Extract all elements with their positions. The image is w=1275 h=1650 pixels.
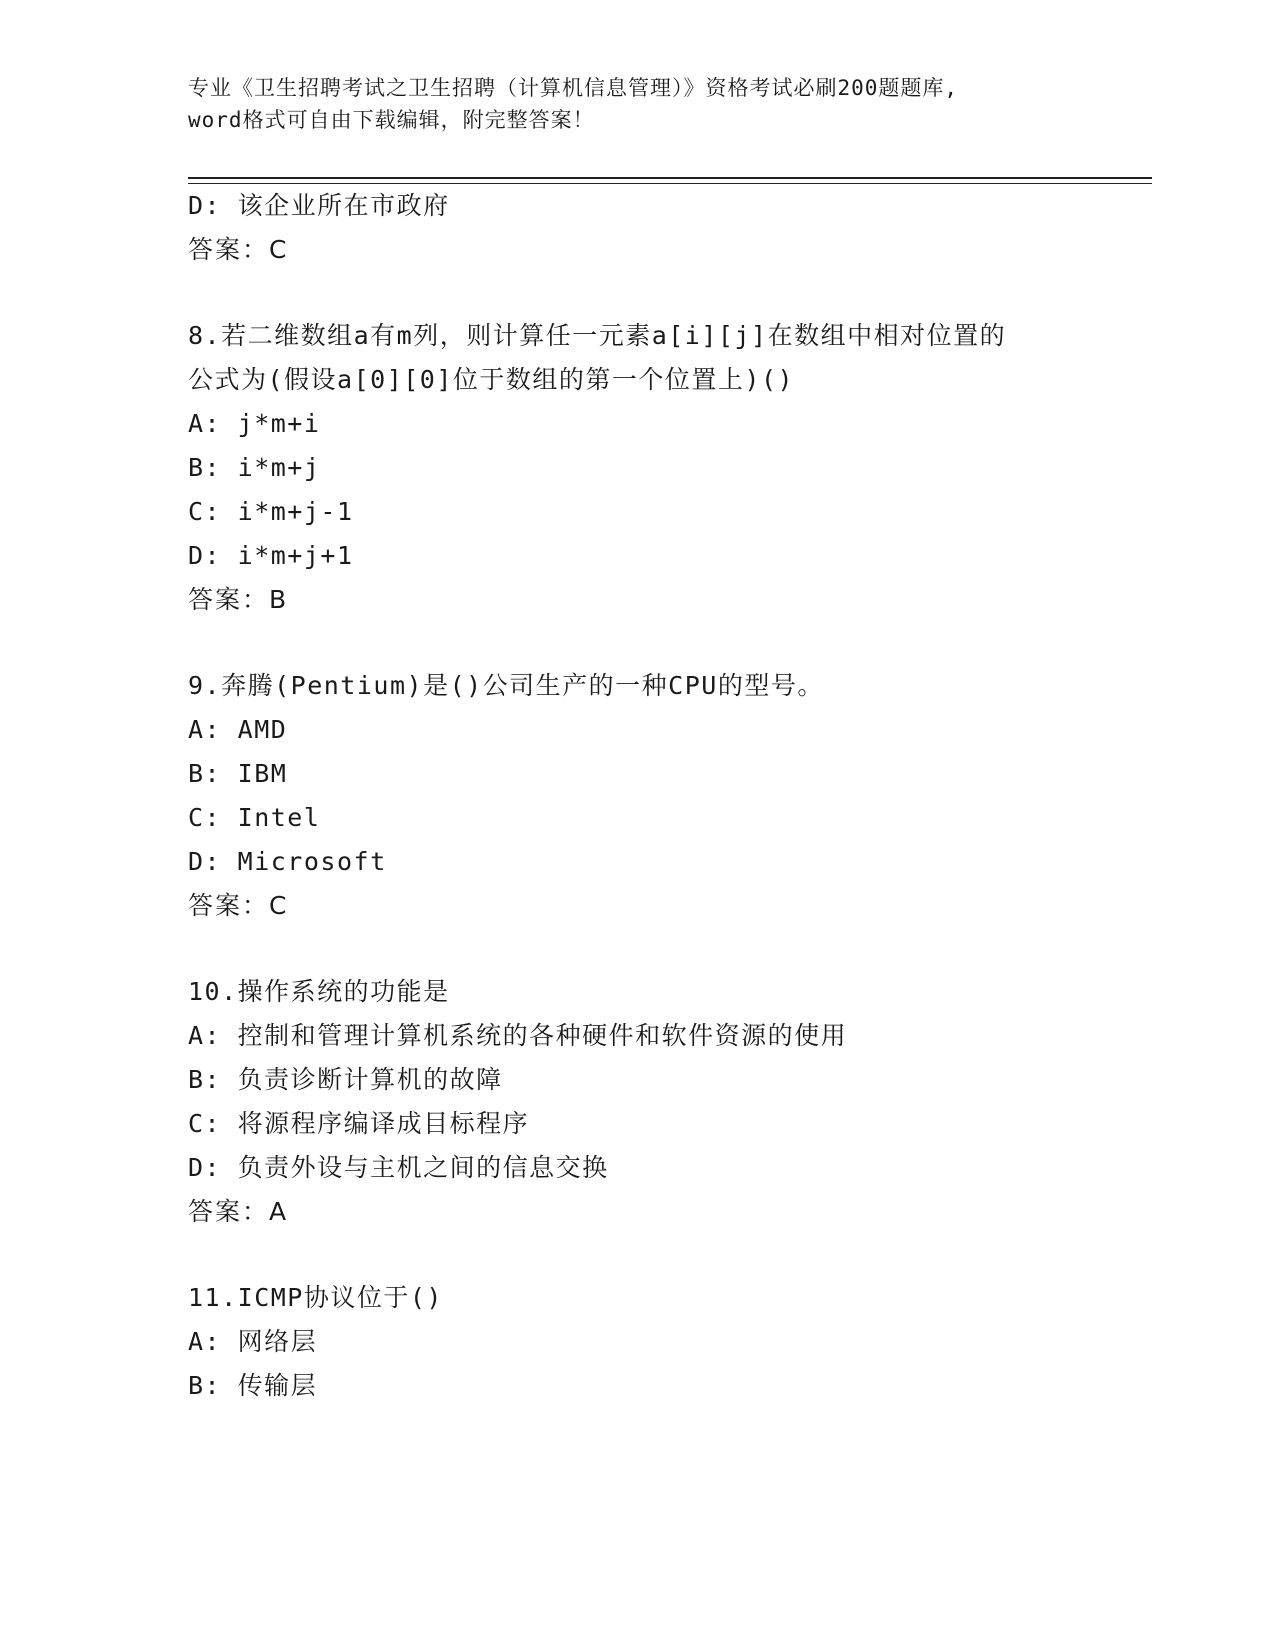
q8-stem-line-1: 8.若二维数组a有m列，则计算任一元素a[i][j]在数组中相对位置的 xyxy=(188,321,1007,350)
header-divider-thick xyxy=(188,177,1152,179)
q11-stem: 11.ICMP协议位于() xyxy=(188,1283,443,1312)
q8-stem-line-2: 公式为(假设a[0][0]位于数组的第一个位置上)() xyxy=(188,365,795,394)
q8-answer: 答案：B xyxy=(188,585,289,614)
q10-option-a: A: 控制和管理计算机系统的各种硬件和软件资源的使用 xyxy=(188,1021,848,1050)
header-line-2: word格式可自由下载编辑，附完整答案！ xyxy=(188,108,595,132)
header-divider-thin xyxy=(188,183,1152,184)
q11-option-b: B: 传输层 xyxy=(188,1371,318,1400)
q9-stem: 9.奔腾(Pentium)是()公司生产的一种CPU的型号。 xyxy=(188,671,824,700)
q10-option-b: B: 负责诊断计算机的故障 xyxy=(188,1065,503,1094)
q9-answer: 答案：C xyxy=(188,891,289,920)
q8-option-b: B: i*m+j xyxy=(188,453,321,482)
document-header xyxy=(188,72,1088,136)
q8-option-a: A: j*m+i xyxy=(188,409,321,438)
q10-option-d: D: 负责外设与主机之间的信息交换 xyxy=(188,1153,609,1182)
prev-option-d: D: 该企业所在市政府 xyxy=(188,191,450,220)
prev-answer: 答案：C xyxy=(188,235,289,264)
q9-option-c: C: Intel xyxy=(188,803,321,832)
q10-option-c: C: 将源程序编译成目标程序 xyxy=(188,1109,530,1138)
q8-option-c: C: i*m+j-1 xyxy=(188,497,354,526)
q9-option-a: A: AMD xyxy=(188,715,288,744)
q9-option-d: D: Microsoft xyxy=(188,847,387,876)
q9-option-b: B: IBM xyxy=(188,759,288,788)
header-line-1: 专业《卫生招聘考试之卫生招聘（计算机信息管理）》资格考试必刷200题题库, xyxy=(188,76,959,100)
q11-option-a: A: 网络层 xyxy=(188,1327,318,1356)
q8-option-d: D: i*m+j+1 xyxy=(188,541,354,570)
q10-stem: 10.操作系统的功能是 xyxy=(188,977,450,1006)
q10-answer: 答案：A xyxy=(188,1197,289,1226)
